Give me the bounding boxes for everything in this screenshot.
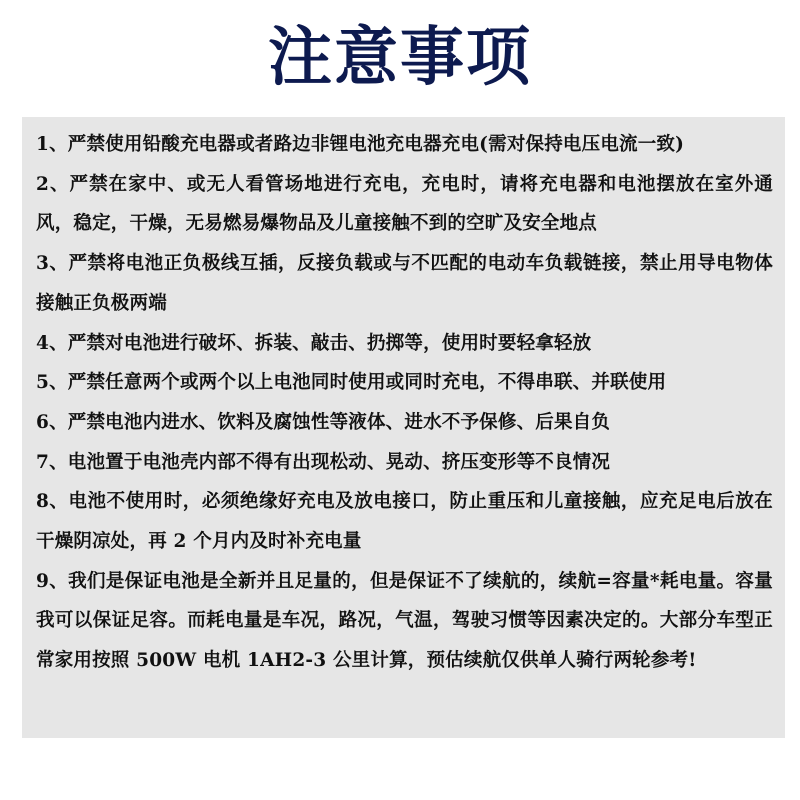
page-title: 注意事项: [268, 21, 532, 95]
notice-item-8: 8、电池不使用时，必须绝缘好充电及放电接口，防止重压和儿童接触，应充足电后放在干燥阴凉处，再 2 个月内及时补充电量: [36, 491, 773, 553]
notice-panel: [22, 117, 785, 738]
notice-item-1: 1、严禁使用铅酸充电器或者路边非锂电池充电器充电(需对保持电压电流一致): [36, 134, 685, 155]
notice-item-4: 4、严禁对电池进行破坏、拆装、敲击、扔掷等，使用时要轻拿轻放: [36, 332, 592, 354]
notice-item-3: 3、严禁将电池正负极线互插，反接负载或与不匹配的电动车负载链接，禁止用导电物体接触正负极两端: [36, 253, 773, 314]
notice-item-6: 6、严禁电池内进水、饮料及腐蚀性等液体、进水不予保修、后果自负: [36, 411, 611, 433]
notice-item-5: 5、严禁任意两个或两个以上电池同时使用或同时充电，不得串联、并联使用: [36, 372, 667, 394]
notice-item-2: 2、严禁在家中、或无人看管场地进行充电，充电时，请将充电器和电池摆放在室外通风，稳定，干燥，无易燃易爆物品及儿童接触不到的空旷及安全地点: [36, 173, 773, 235]
notice-item-7: 7、电池置于电池壳内部不得有出现松动、晃动、挤压变形等不良情况: [36, 451, 611, 473]
notice-item-9: 9、我们是保证电池是全新并且足量的，但是保证不了续航的，续航=容量*耗电量。容量我可以保证足容。而耗电量是车况，路况，气温，驾驶习惯等因素决定的。大部分车型正常家用按照 500W 电机 1AH2-3 公里计算，预估续航仅供单人骑行两轮参考!: [36, 570, 773, 672]
notice-list: [36, 125, 773, 681]
